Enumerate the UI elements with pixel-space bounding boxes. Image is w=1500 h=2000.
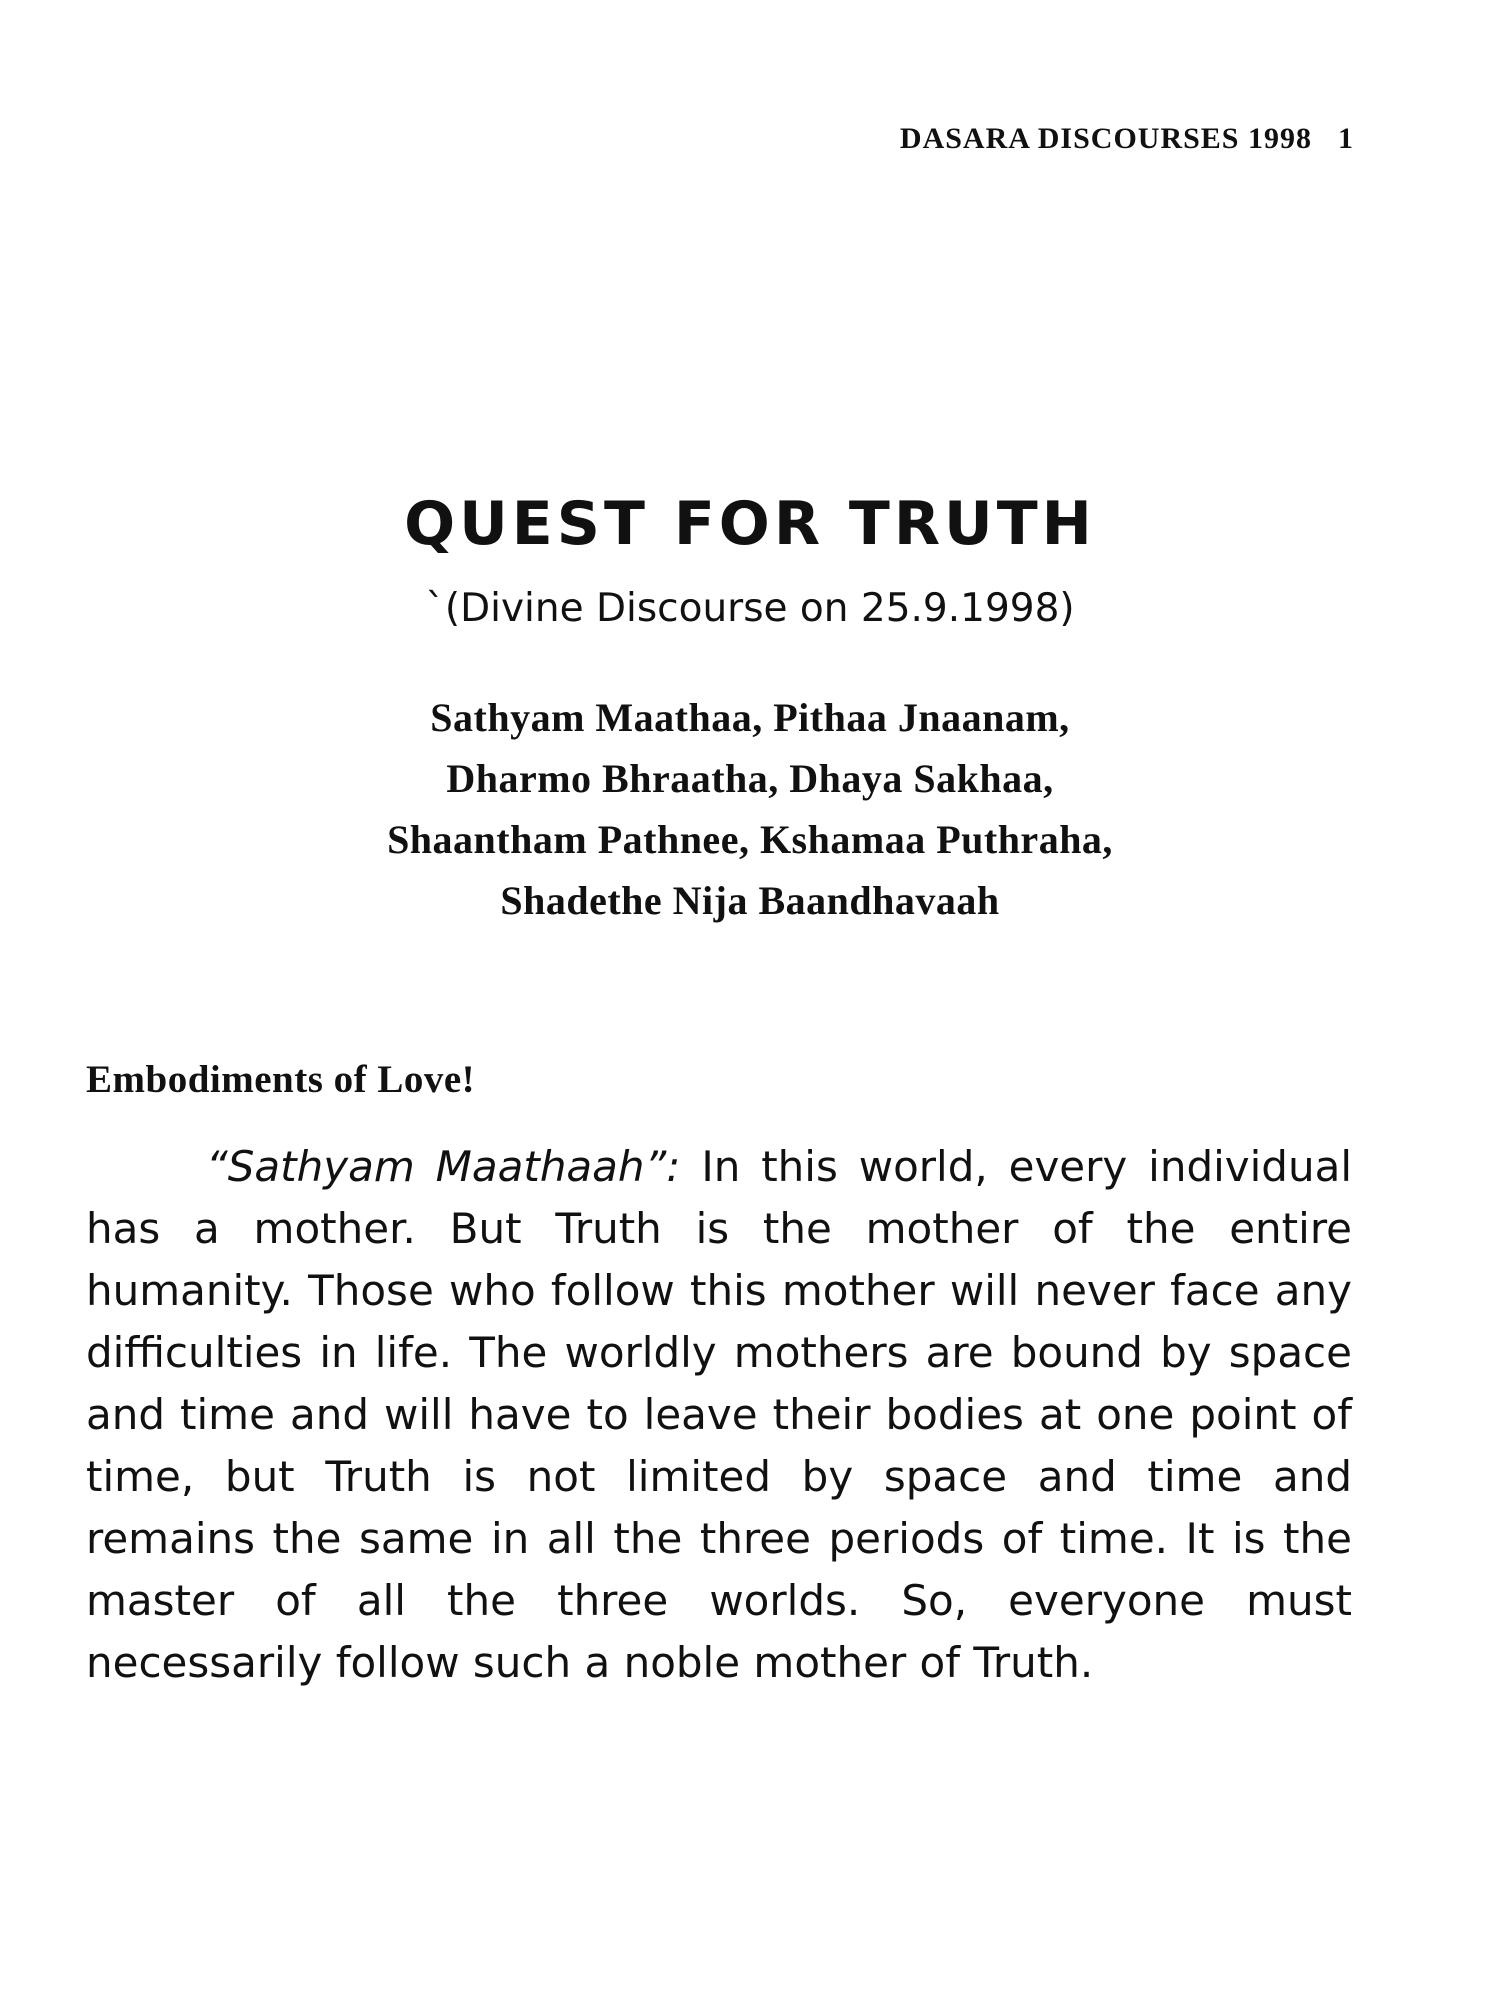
running-head <box>900 122 1354 156</box>
discourse-subtitle: `(Divine Discourse on 25.9.1998) <box>425 586 1075 631</box>
verse-line: Dharmo Bhraatha, Dhaya Sakhaa, <box>446 756 1054 801</box>
body-paragraph <box>86 1136 1352 1694</box>
discourse-title: QUEST FOR TRUTH <box>404 489 1096 559</box>
verse-line: Sathyam Maathaa, Pithaa Jnaanam, <box>430 695 1070 740</box>
verse-line: Shaantham Pathnee, Kshamaa Puthraha, <box>387 817 1113 862</box>
salutation: Embodiments of Love! <box>86 1058 476 1101</box>
paragraph-quote: “Sathyam Maathaah”: <box>206 1142 681 1191</box>
paragraph-text: In this world, every individual has a mother. But Truth is the mother of the entire humanity. Those who follow this mother will never face any difficulties in life. The worldly mothers are bound by space and time and will have to leave their bodies at one point of time, but Truth is not limited by space and time and remains the same in all the three periods of time. It is the master of all the three worlds. So, everyone must necessarily follow such a noble mother of Truth. <box>86 1142 1352 1687</box>
page-number: 1 <box>1338 122 1354 155</box>
sanskrit-verse <box>0 687 1500 931</box>
verse-line: Shadethe Nija Baandhavaah <box>500 878 1000 923</box>
running-head-title: DASARA DISCOURSES 1998 <box>899 122 1312 155</box>
